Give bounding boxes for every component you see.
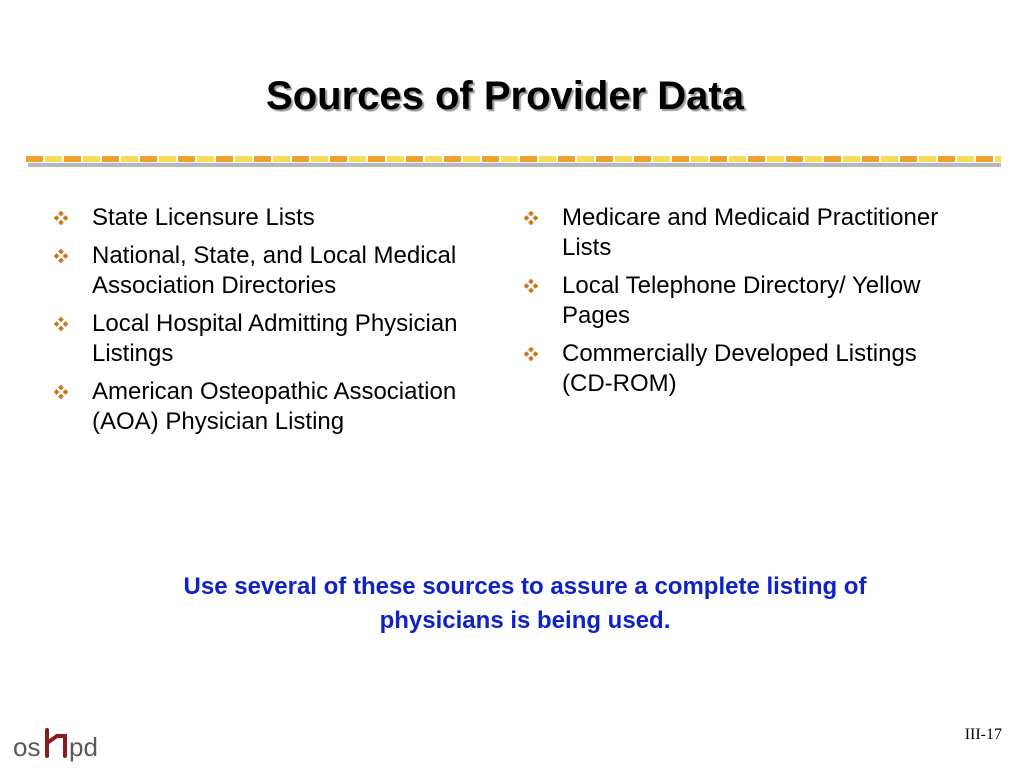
- list-item-text: American Osteopathic Association (AOA) Physician Listing: [92, 378, 457, 435]
- list-item-text: Commercially Developed Listings (CD-ROM): [562, 340, 917, 397]
- title-divider: [26, 155, 1001, 169]
- diamond-bullet-icon: [54, 385, 68, 399]
- oshpd-logo-icon: [13, 722, 113, 762]
- list-item-text: State Licensure Lists: [92, 204, 315, 231]
- svg-text:os: os: [13, 732, 41, 762]
- diamond-bullet-icon: [524, 279, 538, 293]
- list-item: [54, 241, 474, 301]
- diamond-bullet-icon: [54, 211, 68, 225]
- svg-text:pd: pd: [69, 732, 98, 762]
- list-item: [524, 271, 964, 331]
- diamond-bullet-icon: [524, 211, 538, 225]
- diamond-bullet-icon: [54, 317, 68, 331]
- right-bullet-list: [524, 203, 964, 407]
- list-item: [54, 309, 474, 369]
- list-item: [54, 203, 474, 233]
- list-item: [54, 377, 474, 437]
- page-number: III-17: [964, 726, 1002, 743]
- summary-note: Use several of these sources to assure a complete listing of physicians is being used.: [183, 573, 867, 634]
- left-bullet-list: [54, 203, 474, 445]
- list-item-text: Local Hospital Admitting Physician Listings: [92, 310, 458, 367]
- list-item-text: National, State, and Local Medical Association Directories: [92, 242, 457, 299]
- slide-title: Sources of Provider Data: [266, 74, 744, 118]
- list-item-text: Medicare and Medicaid Practitioner Lists: [562, 204, 939, 261]
- diamond-bullet-icon: [524, 347, 538, 361]
- diamond-bullet-icon: [54, 249, 68, 263]
- list-item: [524, 203, 964, 263]
- list-item: [524, 339, 964, 399]
- list-item-text: Local Telephone Directory/ Yellow Pages: [562, 272, 921, 329]
